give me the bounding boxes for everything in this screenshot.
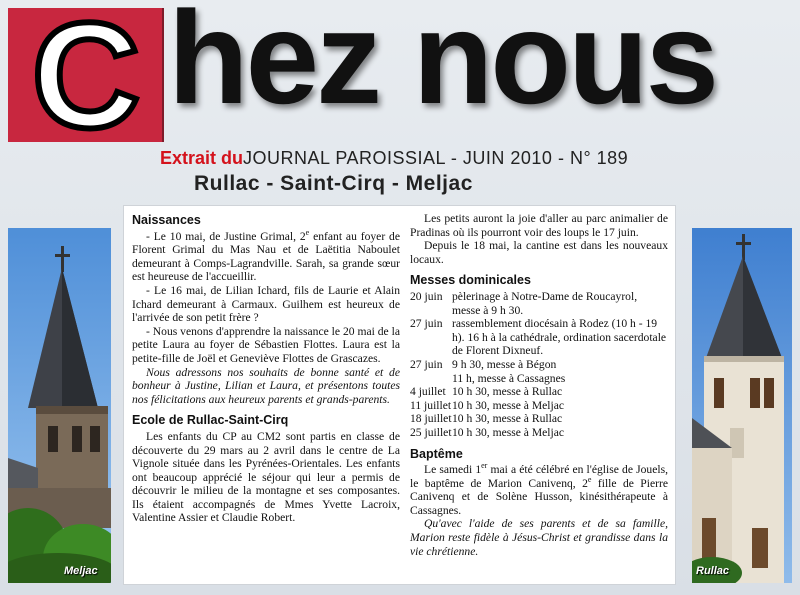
mass-date: 25 juillet	[410, 425, 452, 439]
naissance-paragraph-2: - Le 16 mai, de Lilian Ichard, fils de Laurie et Alain Ichard demeurant à Carmaux. Guilhem est heureux de l'arrivée de son petit frère ?	[132, 283, 400, 325]
mass-detail: pèlerinage à Notre-Dame de Roucayrol, messe à 9 h 30.	[452, 289, 638, 317]
heading-bapteme: Baptême	[410, 446, 463, 461]
mass-detail: 11 h, messe à Cassagnes	[452, 371, 566, 385]
mass-row	[410, 385, 668, 399]
mass-detail: 10 h 30, messe à Rullac	[452, 412, 563, 426]
logo-letter-c: C	[31, 0, 141, 159]
mass-detail: 10 h 30, messe à Meljac	[452, 425, 565, 439]
bapteme-paragraph-2: Qu'avec l'aide de ses parents et de sa famille, Marion reste fidèle à Jésus-Christ et grandisse dans la vie chrétienne.	[410, 517, 668, 558]
ecole-paragraph-3: Depuis le 18 mai, la cantine est dans les nouveaux locaux.	[410, 239, 668, 266]
mass-date: 11 juillet	[410, 398, 452, 412]
mass-date	[410, 372, 452, 386]
masthead-title: hez nous	[168, 0, 717, 131]
extrait-label: Extrait du	[160, 148, 244, 168]
naissance-paragraph-4: Nous adressons nos souhaits de bonne santé et de bonheur à Justine, Lilian et Laura, et présentons toutes nos félicitations aux heureux parents et grands-parents.	[132, 365, 400, 406]
heading-naissances: Naissances	[132, 213, 201, 227]
naissance-paragraph-1: - Le 10 mai, de Justine Grimal, 2e enfant au foyer de Florent Grimal du Mas Nau et de Laëtitia Naboulet demeurant à Comps-Lagrandville. Sarah, sa grande sœur est heureuse de l'accueillir.	[132, 227, 400, 284]
bapteme-paragraph-1: Le samedi 1er mai a été célébré en l'église de Jouels, le baptême de Marion Canivenq, 2e fille de Pierre Canivenq et de Solène Husson, kinésithérapeute à Cassagnes.	[410, 461, 668, 517]
mass-list	[410, 290, 668, 440]
article-box	[123, 205, 676, 585]
heading-messes: Messes dominicales	[410, 273, 531, 288]
mass-date: 18 juillet	[410, 412, 452, 426]
naissance-paragraph-3: - Nous venons d'apprendre la naissance le 20 mai de la petite Laura au foyer de Sébastien Flottes. Laura est la petite-fille de Joël et Geneviève Flottes de Grascazes.	[132, 324, 400, 365]
ecole-paragraph-2: Les petits auront la joie d'aller au parc animalier de Pradinas où ils pourront voir des loups le 17 juin.	[410, 212, 668, 239]
mass-row	[410, 412, 668, 426]
photo-label-rullac: Rullac	[696, 565, 730, 577]
mass-date: 27 juin	[410, 317, 443, 331]
ecole-paragraph-1: Les enfants du CP au CM2 sont partis en classe de découverte du 29 mars au 2 avril dans le centre de La Vignole située dans les Pyrénées-Orientales. Les enfants ont beaucoup apprécié le séjour qui leur a permis de découvrir le milieu de la montagne et ses composantes. Ils étaient accompagnés de Mmes Yvette Lacroix, Valentine Assier et Claudie Robert.	[132, 429, 400, 525]
parishes-label: Rullac - Saint-Cirq - Meljac	[194, 172, 473, 195]
photo-rullac-church	[692, 228, 792, 583]
mass-row	[410, 399, 668, 413]
mass-row	[410, 290, 668, 317]
mass-date: 4 juillet	[410, 385, 446, 399]
journal-label: JOURNAL PAROISSIAL	[243, 148, 446, 168]
mass-detail: 9 h 30, messe à Bégon	[452, 357, 557, 371]
mass-row	[410, 317, 668, 358]
masthead-subtitle	[160, 148, 628, 169]
issue-label: - JUIN 2010 - N° 189	[445, 148, 629, 168]
photo-label-meljac: Meljac	[64, 565, 98, 577]
column-left	[132, 212, 400, 525]
mass-row	[410, 372, 668, 386]
heading-ecole: Ecole de Rullac-Saint-Cirq	[132, 413, 289, 428]
mass-date: 20 juin	[410, 289, 443, 303]
mass-detail: 10 h 30, messe à Rullac	[452, 385, 563, 399]
mass-detail: 10 h 30, messe à Meljac	[452, 398, 565, 412]
mass-row	[410, 358, 668, 372]
column-right	[410, 212, 668, 558]
mass-row	[410, 426, 668, 440]
mass-detail: rassemblement diocésain à Rodez (10 h - 19 h). 16 h à la cathédrale, ordination sacerdotale de Florent Dixneuf.	[452, 317, 667, 358]
photo-meljac-church	[8, 228, 111, 583]
mass-date: 27 juin	[410, 357, 443, 371]
